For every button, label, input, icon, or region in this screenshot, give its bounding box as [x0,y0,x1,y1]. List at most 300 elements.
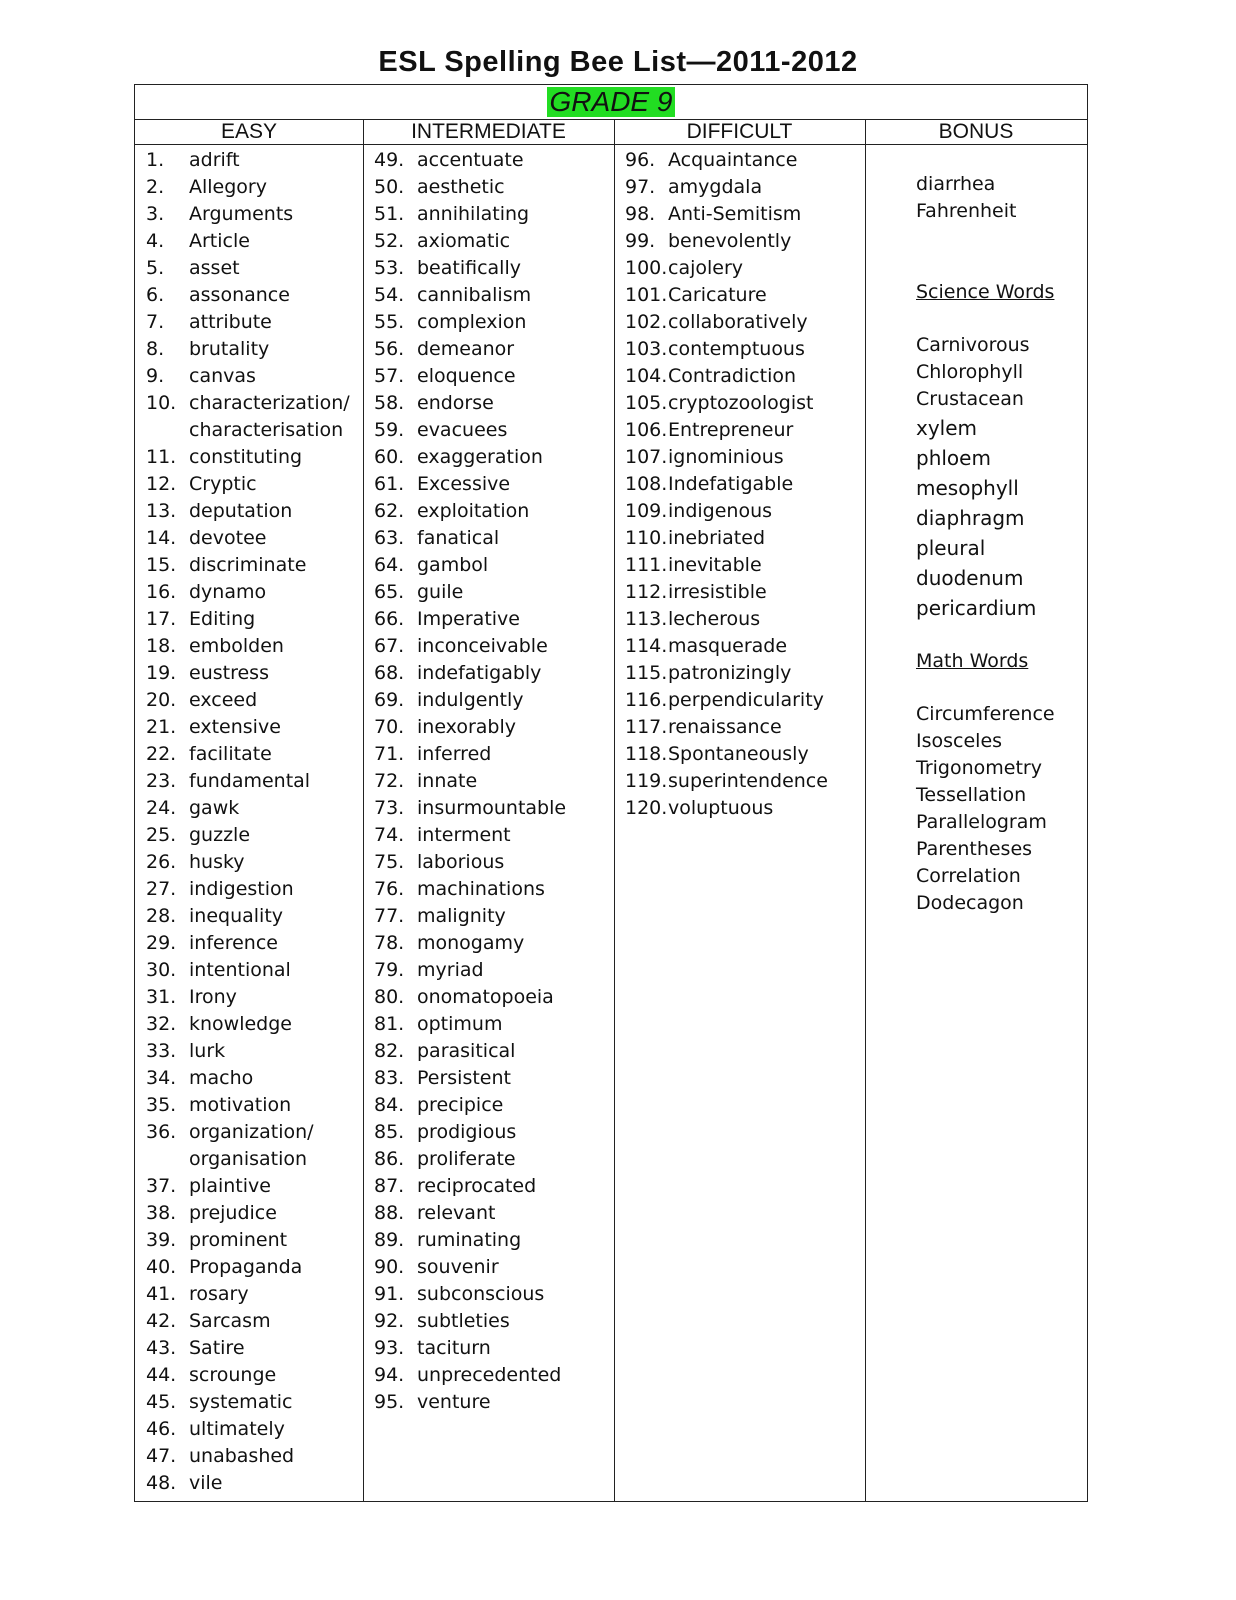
list-item [146,984,361,1011]
item-number: 29. [146,932,177,954]
item-word: subtleties [417,1310,510,1332]
item-word: eloquence [417,365,516,387]
item-word: attribute [189,311,272,333]
list-item [625,228,863,255]
list-item [146,714,361,741]
list-item [146,147,361,174]
list-item [374,822,612,849]
item-word: monogamy [417,932,525,954]
item-word: proliferate [417,1148,516,1170]
item-number: 92. [374,1310,405,1332]
list-item [146,606,361,633]
item-word: Arguments [189,203,294,225]
item-number: 99. [625,230,656,252]
column-divider [614,119,615,1501]
math-word: Correlation [916,865,1021,887]
item-word: inequality [189,905,284,927]
item-number: 39. [146,1229,177,1251]
item-word: unprecedented [417,1364,562,1386]
item-word: brutality [189,338,270,360]
item-number: 68. [374,662,405,684]
item-number: 44. [146,1364,177,1386]
bonus-word: diarrhea [916,173,996,195]
item-number: 26. [146,851,177,873]
item-number: 43. [146,1337,177,1359]
list-item [374,336,612,363]
list-item [146,1443,361,1470]
item-word: annihilating [417,203,530,225]
list-item [625,768,863,795]
item-number: 114. [625,635,668,657]
list-item [625,471,863,498]
list-item [625,633,863,660]
list-item [374,633,612,660]
item-word: insurmountable [417,797,567,819]
item-number: 24. [146,797,177,819]
item-word: Excessive [417,473,511,495]
item-word: renaissance [668,716,782,738]
list-item [146,1335,361,1362]
science-word: Crustacean [916,388,1024,410]
item-number: 32. [146,1013,177,1035]
item-word: canvas [189,365,256,387]
list-item [374,174,612,201]
item-number: 37. [146,1175,177,1197]
item-word: inebriated [668,527,766,549]
item-number: 71. [374,743,405,765]
item-word: rosary [189,1283,249,1305]
list-item [146,876,361,903]
item-number: 13. [146,500,177,522]
item-number: 93. [374,1337,405,1359]
item-word: Acquaintance [668,149,798,171]
list-item [146,1119,361,1146]
item-number: 76. [374,878,405,900]
item-word: guile [417,581,464,603]
list-item [374,1038,612,1065]
list-item [374,579,612,606]
list-item [374,1281,612,1308]
item-number: 90. [374,1256,405,1278]
item-word: deputation [189,500,293,522]
item-number: 22. [146,743,177,765]
item-word: husky [189,851,245,873]
item-word: prejudice [189,1202,277,1224]
list-item [374,282,612,309]
item-number: 82. [374,1040,405,1062]
list-item [374,1146,612,1173]
item-number: 3. [146,203,165,225]
science-word: pericardium [916,596,1037,620]
list-item [146,1173,361,1200]
item-word: myriad [417,959,484,981]
item-number: 42. [146,1310,177,1332]
item-word: interment [417,824,511,846]
item-number: 75. [374,851,405,873]
item-word: eustress [189,662,269,684]
item-word: indigestion [189,878,294,900]
item-number: 88. [374,1202,405,1224]
list-item [146,282,361,309]
item-number: 51. [374,203,405,225]
list-item [146,1362,361,1389]
list-item [146,1308,361,1335]
item-word: lecherous [668,608,761,630]
item-number: 109. [625,500,668,522]
list-item [374,1389,612,1416]
item-number: 89. [374,1229,405,1251]
item-word: cryptozoologist [668,392,814,414]
list-item [374,660,612,687]
item-word: axiomatic [417,230,511,252]
spacer [916,306,1086,332]
item-number: 14. [146,527,177,549]
list-item [146,336,361,363]
item-number: 7. [146,311,165,333]
item-number: 15. [146,554,177,576]
item-word: endorse [417,392,494,414]
item-word: evacuees [417,419,508,441]
item-number: 52. [374,230,405,252]
item-number: 41. [146,1283,177,1305]
item-number: 5. [146,257,165,279]
math-word: Isosceles [916,730,1003,752]
item-word: subconscious [417,1283,545,1305]
item-word: Sarcasm [189,1310,271,1332]
science-word: mesophyll [916,476,1019,500]
item-number: 9. [146,365,165,387]
item-number: 94. [374,1364,405,1386]
item-number: 57. [374,365,405,387]
item-number: 27. [146,878,177,900]
item-number: 20. [146,689,177,711]
list-item [374,552,612,579]
list-item [625,309,863,336]
item-word: Satire [189,1337,245,1359]
list-item [625,714,863,741]
list-item [374,984,612,1011]
grade-label: GRADE 9 [547,87,676,117]
item-word: discriminate [189,554,307,576]
item-number: 73. [374,797,405,819]
list-item-continuation [146,417,361,444]
list-item [374,930,612,957]
item-number: 46. [146,1418,177,1440]
list-item [374,390,612,417]
list-item [625,552,863,579]
list-item [374,903,612,930]
list-item [374,1011,612,1038]
math-words-heading: Math Words [916,650,1029,672]
list-item [625,498,863,525]
item-number: 33. [146,1040,177,1062]
item-number: 31. [146,986,177,1008]
list-item [374,849,612,876]
list-item [146,849,361,876]
list-item [146,525,361,552]
list-item [374,1119,612,1146]
item-number: 38. [146,1202,177,1224]
item-word: beatifically [417,257,521,279]
list-item [625,660,863,687]
list-item [146,1416,361,1443]
list-item [374,444,612,471]
item-number: 12. [146,473,177,495]
item-number: 119. [625,770,668,792]
item-number: 45. [146,1391,177,1413]
item-word: unabashed [189,1445,295,1467]
item-number: 35. [146,1094,177,1116]
page-title: ESL Spelling Bee List—2011-2012 [378,46,858,78]
item-word: cajolery [668,257,744,279]
item-word: Article [189,230,250,252]
item-word: gawk [189,797,240,819]
list-item [625,579,863,606]
item-word: inevitable [668,554,762,576]
item-number: 101. [625,284,668,306]
item-word: perpendicularity [668,689,824,711]
item-word: superintendence [668,770,828,792]
item-word: guzzle [189,824,251,846]
item-number: 1. [146,149,165,171]
item-number: 17. [146,608,177,630]
list-item [146,1200,361,1227]
item-word: indulgently [417,689,524,711]
item-word: onomatopoeia [417,986,554,1008]
item-number: 4. [146,230,165,252]
item-number: 86. [374,1148,405,1170]
item-word: scrounge [189,1364,277,1386]
list-item [374,876,612,903]
list-item [374,228,612,255]
item-number: 62. [374,500,405,522]
item-word: irresistible [668,581,767,603]
item-number: 49. [374,149,405,171]
list-item [374,363,612,390]
header-difficult: DIFFICULT [686,120,793,143]
item-word: exaggeration [417,446,543,468]
item-word: organization/ [189,1121,314,1143]
list-item [146,687,361,714]
list-item [146,1281,361,1308]
list-item [146,741,361,768]
item-word: accentuate [417,149,524,171]
item-number: 6. [146,284,165,306]
item-word: dynamo [189,581,267,603]
spacer [916,623,1086,648]
list-item [146,579,361,606]
item-number: 117. [625,716,668,738]
math-word: Tessellation [916,784,1027,806]
list-item [146,660,361,687]
list-item [625,444,863,471]
item-number: 34. [146,1067,177,1089]
item-number: 28. [146,905,177,927]
item-word: complexion [417,311,527,333]
item-number: 10. [146,392,177,414]
list-item [146,444,361,471]
item-word: Allegory [189,176,267,198]
list-item [146,1092,361,1119]
item-word-alt: characterisation [189,419,344,441]
item-number: 11. [146,446,177,468]
spacer [916,675,1086,701]
list-item [374,201,612,228]
item-number: 81. [374,1013,405,1035]
header-bonus: BONUS [938,120,1014,143]
list-item [374,768,612,795]
list-item [146,363,361,390]
list-item [146,957,361,984]
math-word: Parallelogram [916,811,1047,833]
item-word: patronizingly [668,662,792,684]
item-number: 106. [625,419,668,441]
item-number: 102. [625,311,668,333]
item-number: 108. [625,473,668,495]
item-word: adrift [189,149,240,171]
list-item [374,606,612,633]
list-item [146,201,361,228]
item-word: plaintive [189,1175,271,1197]
header-intermediate: INTERMEDIATE [411,120,566,143]
item-word: voluptuous [668,797,774,819]
item-number: 61. [374,473,405,495]
list-item [374,1227,612,1254]
item-number: 2. [146,176,165,198]
item-number: 69. [374,689,405,711]
spacer [916,225,1086,279]
item-number: 91. [374,1283,405,1305]
list-item [625,687,863,714]
science-word: duodenum [916,566,1024,590]
math-word: Trigonometry [916,757,1042,779]
list-item [625,795,863,822]
item-word: inconceivable [417,635,548,657]
list-item [146,174,361,201]
item-number: 56. [374,338,405,360]
list-item [625,201,863,228]
list-item [625,525,863,552]
item-number: 8. [146,338,165,360]
list-item [146,1038,361,1065]
list-item [374,1254,612,1281]
item-word: amygdala [668,176,763,198]
list-item [374,498,612,525]
item-number: 103. [625,338,668,360]
science-word: diaphragm [916,506,1025,530]
item-word: Spontaneously [668,743,809,765]
spelling-table [134,84,1088,1502]
item-word: assonance [189,284,290,306]
item-number: 111. [625,554,668,576]
item-word: precipice [417,1094,504,1116]
item-number: 77. [374,905,405,927]
grade-row [135,85,1087,120]
item-word: cannibalism [417,284,532,306]
list-item [146,255,361,282]
list-item [374,147,612,174]
list-item [146,471,361,498]
item-number: 80. [374,986,405,1008]
item-word: exceed [189,689,258,711]
item-word: indigenous [668,500,773,522]
item-number: 58. [374,392,405,414]
item-number: 65. [374,581,405,603]
item-word: parasitical [417,1040,516,1062]
item-word: venture [417,1391,491,1413]
item-word: characterization/ [189,392,350,414]
item-word: facilitate [189,743,272,765]
item-number: 120. [625,797,668,819]
item-number: 47. [146,1445,177,1467]
item-word-alt: organisation [189,1148,308,1170]
item-word: machinations [417,878,545,900]
list-item [146,228,361,255]
math-word: Parentheses [916,838,1033,860]
item-word: benevolently [668,230,792,252]
item-number: 118. [625,743,668,765]
item-number: 16. [146,581,177,603]
list-item [625,606,863,633]
item-number: 55. [374,311,405,333]
item-word: extensive [189,716,281,738]
list-item [374,1173,612,1200]
item-word: prodigious [417,1121,517,1143]
list-item-continuation [146,1146,361,1173]
bonus-column [916,171,1086,917]
item-number: 60. [374,446,405,468]
header-easy: EASY [220,120,278,143]
column-divider [363,119,364,1501]
science-word: Carnivorous [916,334,1030,356]
item-number: 66. [374,608,405,630]
list-item [146,498,361,525]
item-word: fundamental [189,770,311,792]
item-word: laborious [417,851,505,873]
list-item [625,417,863,444]
item-number: 67. [374,635,405,657]
item-word: Persistent [417,1067,511,1089]
list-item [146,309,361,336]
item-word: innate [417,770,478,792]
list-item [146,1254,361,1281]
list-item [146,795,361,822]
item-number: 54. [374,284,405,306]
item-word: demeanor [417,338,515,360]
list-item [374,1362,612,1389]
list-item [625,741,863,768]
item-number: 21. [146,716,177,738]
item-word: lurk [189,1040,226,1062]
item-number: 87. [374,1175,405,1197]
list-item [146,633,361,660]
math-word: Dodecagon [916,892,1024,914]
science-word: pleural [916,536,986,560]
item-word: taciturn [417,1337,491,1359]
list-item [374,1092,612,1119]
list-item [374,525,612,552]
item-number: 96. [625,149,656,171]
item-number: 98. [625,203,656,225]
item-word: inference [189,932,278,954]
column-divider [865,119,866,1501]
list-item [374,1335,612,1362]
item-word: Editing [189,608,256,630]
item-number: 100. [625,257,668,279]
item-word: Caricature [668,284,767,306]
list-item [374,471,612,498]
list-item [625,390,863,417]
